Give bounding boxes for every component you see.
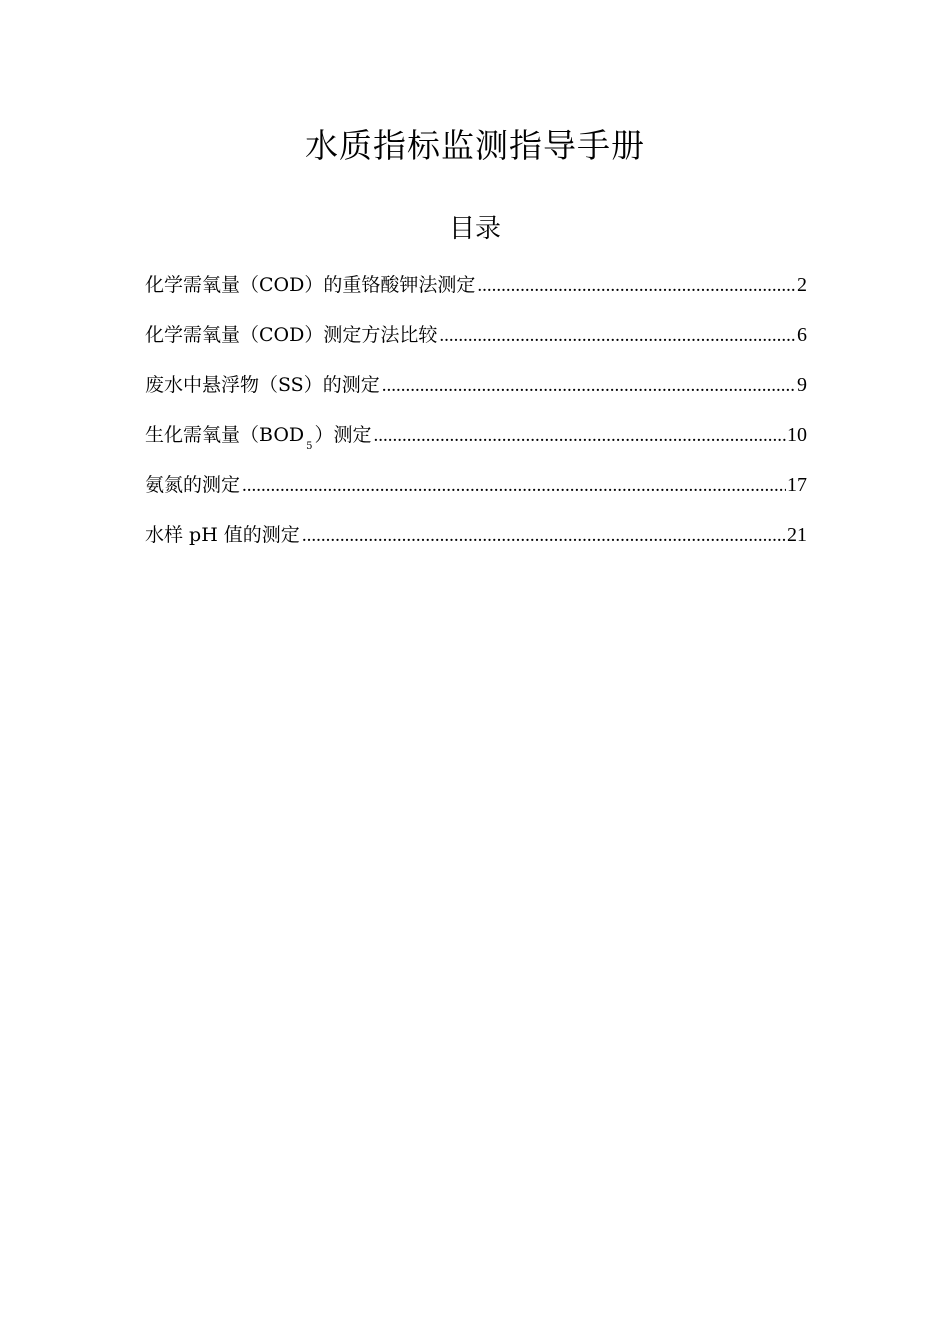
toc-entry-label-subscript: 5 <box>306 441 313 452</box>
document-title: 水质指标监测指导手册 <box>305 126 645 166</box>
toc-heading: 目录 <box>448 214 501 244</box>
toc-entry-label: 化学需氧量（COD）的重铬酸钾法测定 <box>145 274 476 296</box>
toc-dot-leader <box>242 469 786 503</box>
toc-entry-page-number: 17 <box>787 474 807 496</box>
toc-dot-leader <box>382 369 796 403</box>
toc-entry-suspended-solids[interactable] <box>145 368 807 418</box>
toc-entry-label <box>145 418 372 456</box>
toc-entry-label: 废水中悬浮物（SS）的测定 <box>145 374 380 396</box>
toc-entry-bod5[interactable] <box>145 418 807 468</box>
toc-entry-label-before: 生化需氧量（BOD <box>145 424 305 446</box>
toc-entry-page-number: 9 <box>797 374 807 396</box>
toc-entry-cod-dichromate[interactable] <box>145 268 807 318</box>
toc-entry-label: 水样 pH 值的测定 <box>145 524 300 546</box>
toc-entry-label-after: ）测定 <box>314 424 372 446</box>
toc-entry-page-number: 2 <box>797 274 807 296</box>
toc-dot-leader <box>439 319 796 353</box>
toc-entry-label: 化学需氧量（COD）测定方法比较 <box>145 324 438 346</box>
table-of-contents <box>145 268 807 568</box>
toc-dot-leader <box>374 419 786 453</box>
toc-entry-ammonia-nitrogen[interactable] <box>145 468 807 518</box>
toc-entry-cod-comparison[interactable] <box>145 318 807 368</box>
toc-entry-page-number: 10 <box>787 424 807 446</box>
toc-entry-label: 氨氮的测定 <box>145 474 241 496</box>
toc-dot-leader <box>477 269 796 303</box>
toc-entry-page-number: 21 <box>787 524 807 546</box>
toc-entry-page-number: 6 <box>797 324 807 346</box>
toc-dot-leader <box>302 519 786 553</box>
toc-entry-ph-value[interactable] <box>145 518 807 568</box>
